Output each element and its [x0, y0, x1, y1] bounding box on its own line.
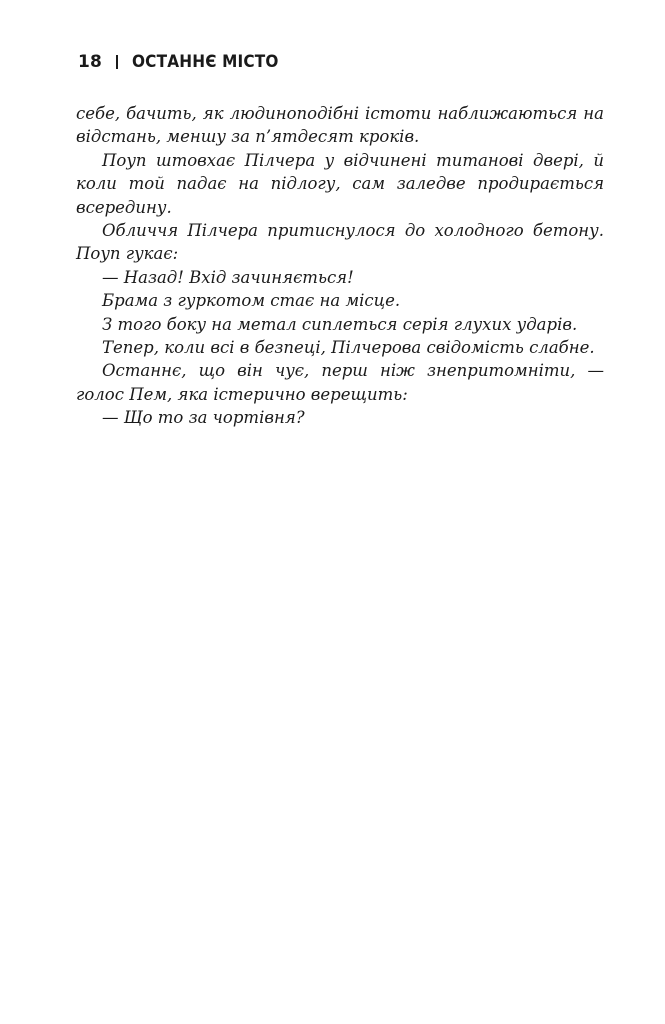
- paragraph: Обличчя Пілчера притиснулося до холодного бетону. Поуп гукає:: [76, 221, 604, 264]
- page-number: 18: [78, 52, 103, 72]
- book-title: ОСТАННЄ МІСТО: [132, 52, 279, 72]
- paragraph: себе, бачить, як людиноподібні істоти наближаються на відстань, меншу за п’ятдесят кроків.: [76, 104, 604, 147]
- paragraph: Тепер, коли всі в безпеці, Пілчерова свідомість слабне.: [102, 338, 595, 358]
- running-head: [78, 52, 295, 72]
- dialogue-line: — Назад! Вхід зачиняється!: [102, 267, 354, 287]
- body-text: [76, 102, 604, 430]
- paragraph: З того боку на метал сиплеться серія глухих ударів.: [102, 314, 578, 334]
- header-separator: [116, 55, 118, 69]
- paragraph: Брама з гуркотом стає на місце.: [102, 291, 401, 311]
- dialogue-line: — Що то за чортівня?: [102, 408, 305, 428]
- paragraph: Поуп штовхає Пілчера у відчинені титанові двері, й коли той падає на підлогу, сам заледве продирається всередину.: [76, 150, 604, 217]
- paragraph: Останнє, що він чує, перш ніж знепритомніти, — голос Пем, яка істерично верещить:: [76, 361, 604, 404]
